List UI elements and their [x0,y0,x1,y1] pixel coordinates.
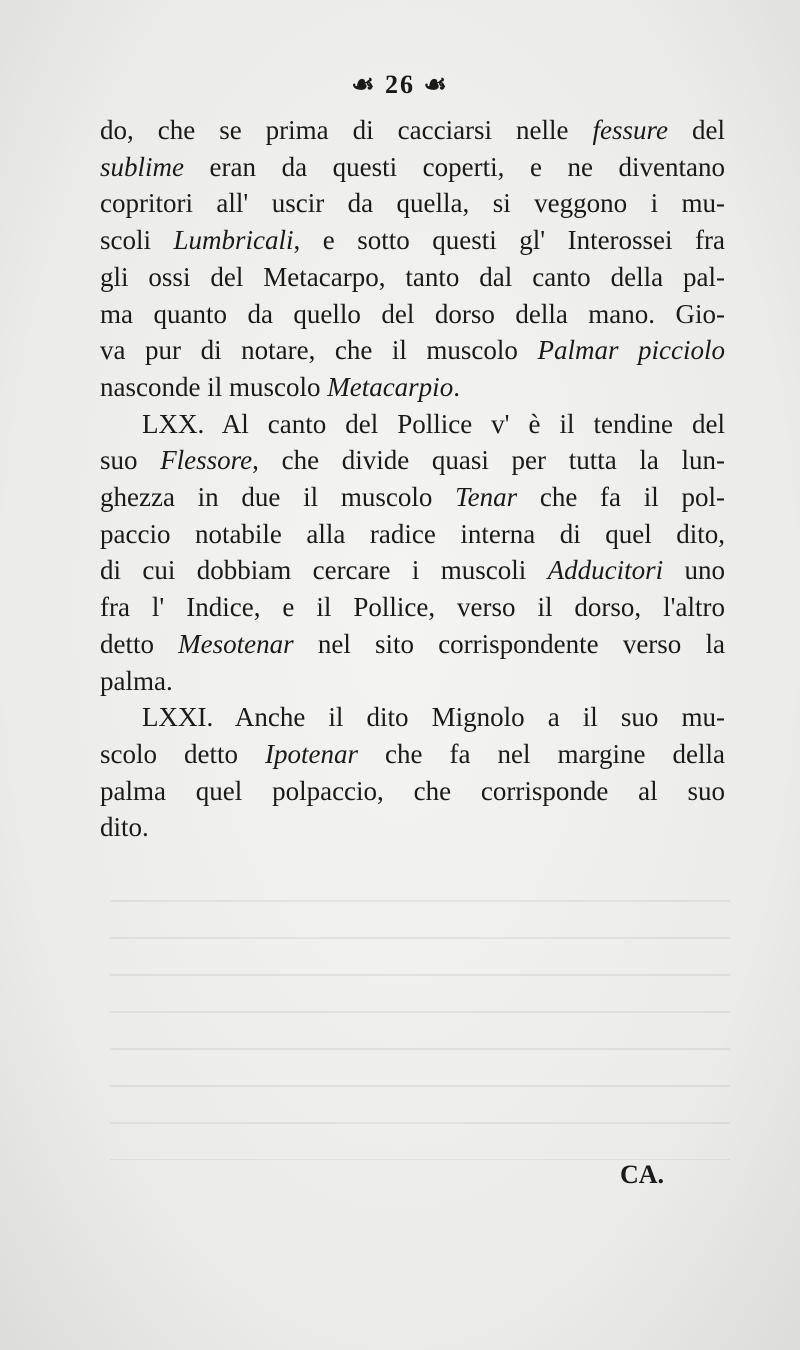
text-line: paccio notabile alla radice interna di quel dito, [100,518,725,549]
show-through-texture [110,900,730,1160]
text-line: suo Flessore, che divide quasi per tutta la lun- [100,445,725,476]
text-line: sublime eran da questi coperti, e ne diventano [100,151,725,182]
page-number-header: ☙ 26 ☙ [351,70,449,99]
text-line: scolo detto Ipotenar che fa nel margine della [100,738,726,769]
text-line: detto Mesotenar nel sito corrispondente verso la [100,628,725,659]
text-line: do, che se prima di cacciarsi nelle fessure del [100,115,725,145]
page-body-text [100,112,725,846]
text-line: scoli Lumbricali, e sotto questi gl' Interossei fra [100,225,726,256]
text-line: fra l' Indice, e il Pollice, verso il dorso, l'altro [100,592,725,623]
text-line: palma. [100,665,173,696]
text-line: gli ossi del Metacarpo, tanto dal canto della pal- [100,261,725,292]
text-line: LXXI. Anche il dito Mignolo a il suo mu- [142,702,725,733]
text-line: copritori all' uscir da quella, si veggono i mu- [100,188,725,219]
text-line: nasconde il muscolo Metacarpio. [100,371,460,402]
text-line: LXX. Al canto del Pollice v' è il tendine del [142,408,725,439]
text-line: va pur di notare, che il muscolo Palmar picciolo [100,335,725,366]
text-line: di cui dobbiam cercare i muscoli Adducitori uno [100,555,725,586]
catchword: CA. [620,1160,665,1189]
text-line: palma quel polpaccio, che corrisponde al suo [100,775,725,806]
text-line: ma quanto da quello del dorso della mano. Gio- [100,298,725,329]
text-line: ghezza in due il muscolo Tenar che fa il pol- [100,482,725,513]
text-line: dito. [100,812,149,843]
